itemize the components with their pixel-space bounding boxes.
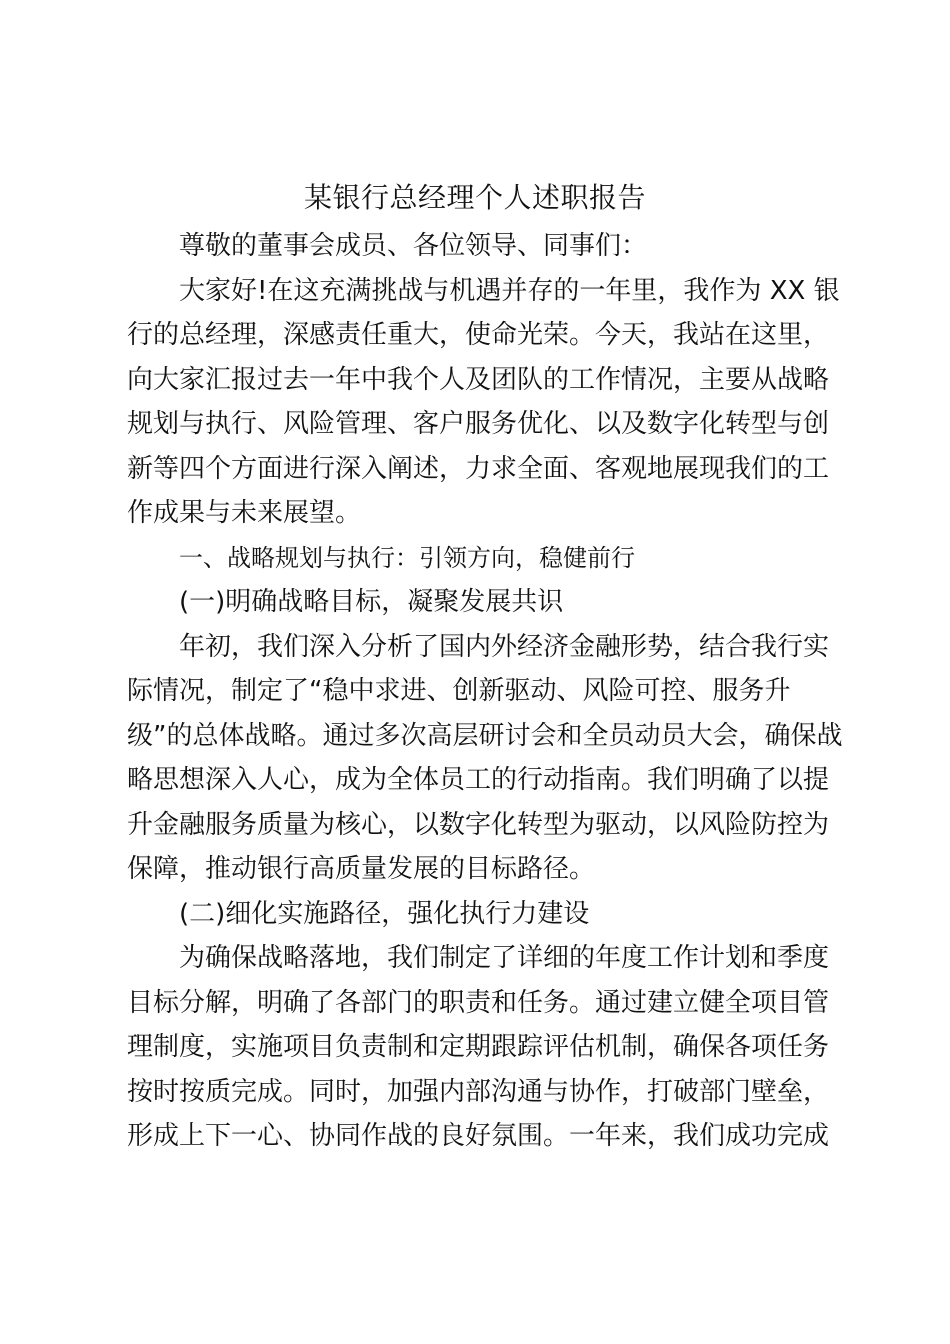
paragraph-line: 升金融服务质量为核心，以数字化转型为驱动，以风险防控为 — [127, 809, 830, 840]
subsection-heading: (一)明确战略目标，凝聚发展共识 — [179, 587, 564, 617]
section-heading: 一、战略规划与执行：引领方向，稳健前行 — [179, 543, 635, 572]
paragraph-line: 目标分解，明确了各部门的职责和任务。通过建立健全项目管 — [127, 987, 830, 1018]
paragraph-line: 行的总经理，深感责任重大，使命光荣。今天，我站在这里， — [127, 320, 830, 350]
paragraph-line: 大家好!在这充满挑战与机遇并存的一年里，我作为 XX 银 — [179, 275, 840, 306]
paragraph-line: 按时按质完成。同时，加强内部沟通与协作，打破部门壁垒， — [127, 1076, 830, 1107]
paragraph-line: 向大家汇报过去一年中我个人及团队的工作情况，主要从战略 — [127, 364, 830, 395]
document-title: 某银行总经理个人述职报告 — [303, 181, 646, 214]
paragraph-line: 略思想深入人心，成为全体员工的行动指南。我们明确了以提 — [127, 765, 830, 795]
paragraph-line: 年初，我们深入分析了国内外经济金融形势，结合我行实 — [179, 631, 830, 662]
paragraph-line: 作成果与未来展望。 — [127, 498, 362, 528]
salutation: 尊敬的董事会成员、各位领导、同事们： — [179, 231, 648, 261]
paragraph-line: 理制度，实施项目负责制和定期跟踪评估机制，确保各项任务 — [127, 1032, 830, 1062]
paragraph-line: 际情况，制定了“稳中求进、创新驱动、风险可控、服务升 — [127, 676, 791, 706]
paragraph-line: 规划与执行、风险管理、客户服务优化、以及数字化转型与创 — [127, 409, 830, 439]
paragraph-line: 保障，推动银行高质量发展的目标路径。 — [127, 854, 596, 884]
paragraph-line: 为确保战略落地，我们制定了详细的年度工作计划和季度 — [179, 943, 830, 973]
document-body — [127, 224, 843, 1159]
paragraph-line: 形成上下一心、协同作战的良好氛围。一年来，我们成功完成 — [127, 1121, 830, 1151]
paragraph-line: 新等四个方面进行深入阐述，力求全面、客观地展现我们的工 — [127, 453, 830, 484]
subsection-heading: (二)细化实施路径，强化执行力建设 — [179, 898, 590, 929]
paragraph-line: 级”的总体战略。通过多次高层研讨会和全员动员大会，确保战 — [127, 720, 843, 751]
